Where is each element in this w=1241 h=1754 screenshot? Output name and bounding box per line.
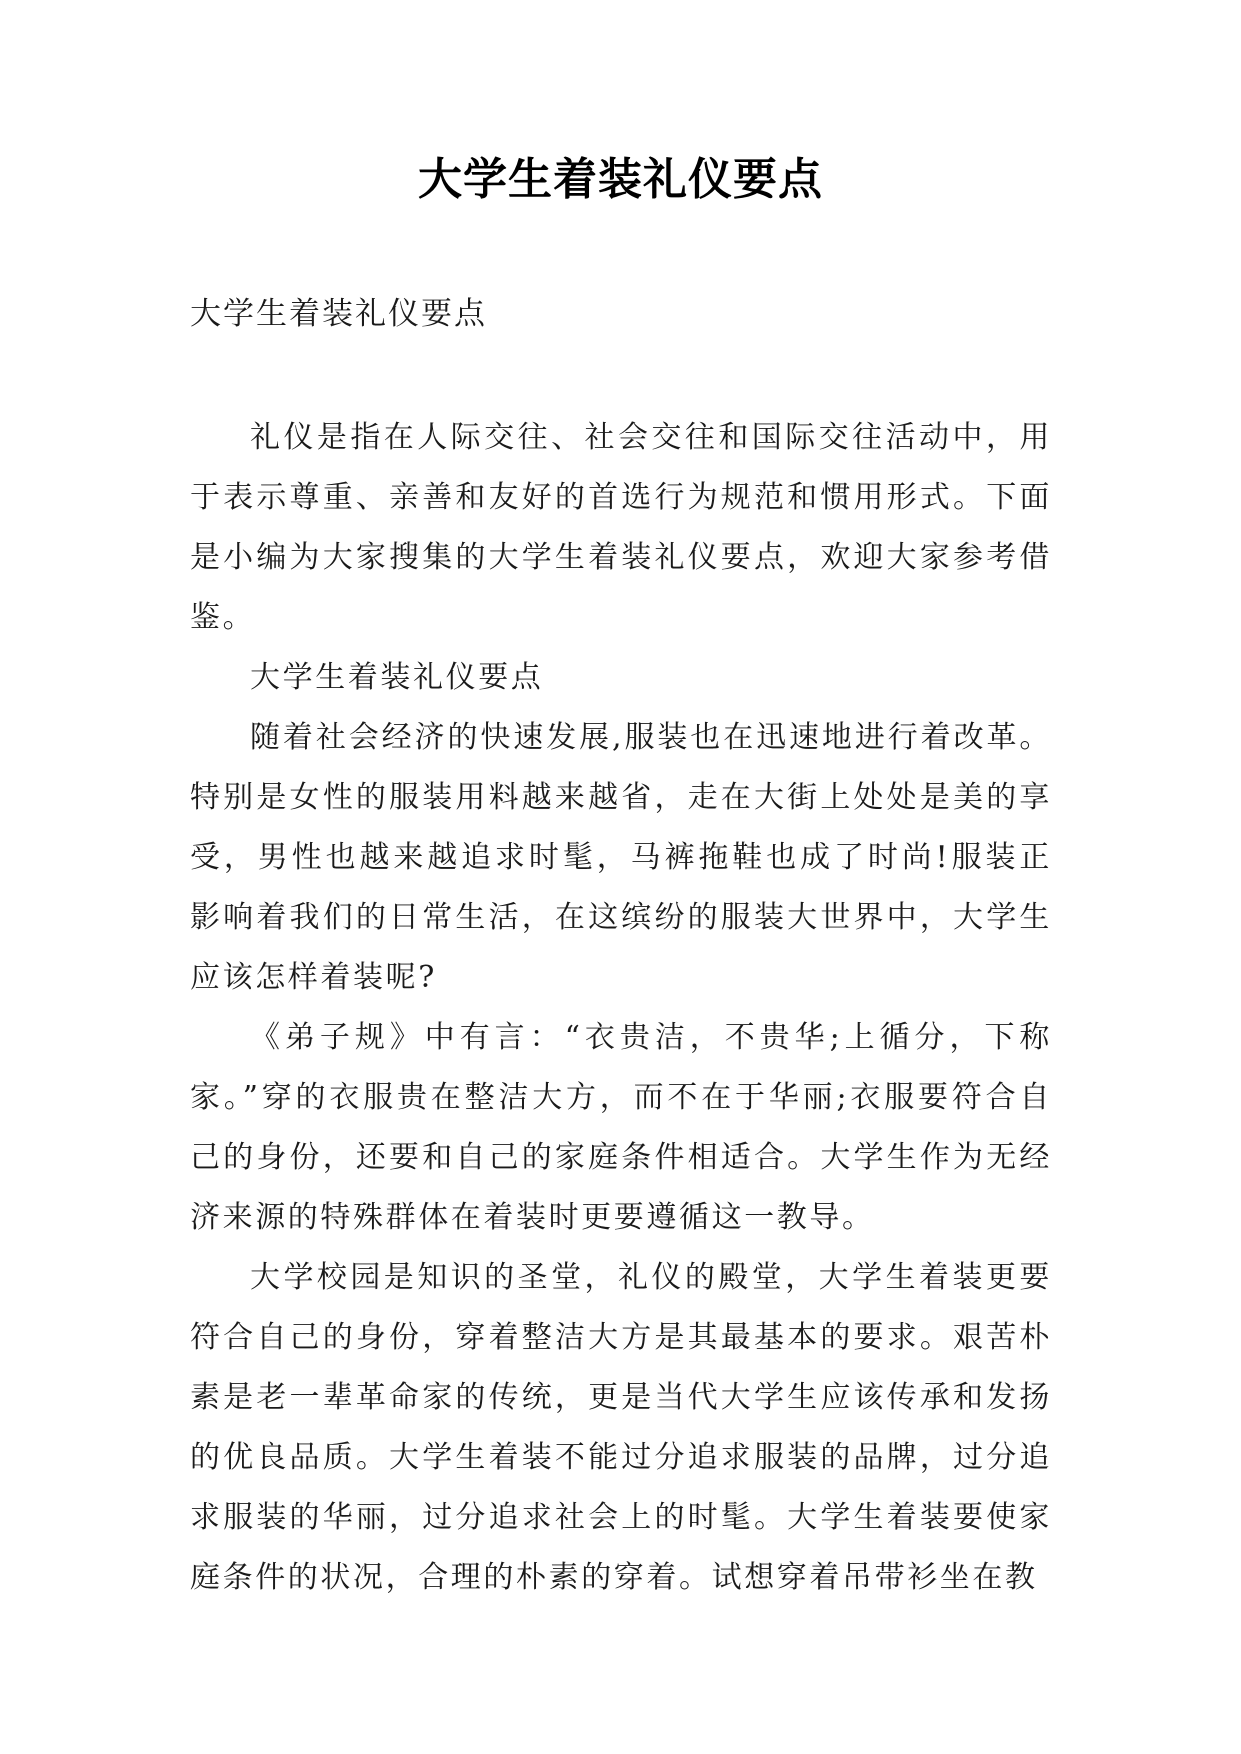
section-heading: 大学生着装礼仪要点 — [250, 660, 544, 695]
paragraph-dizigui-quote: 《弟子规》中有言：“衣贵洁，不贵华;上循分，下称家。”穿的衣服贵在整洁大方，而不在于华丽;衣服要符合自己的身份，还要和自己的家庭条件相适合。大学生作为无经济来源的特殊群体在着装时更要遵循这一教导。 — [190, 1020, 1052, 1235]
document-body — [190, 408, 1052, 1608]
paragraph-campus-dress: 大学校园是知识的圣堂，礼仪的殿堂，大学生着装更要符合自己的身份，穿着整洁大方是其最基本的要求。艰苦朴素是老一辈革命家的传统，更是当代大学生应该传承和发扬的优良品质。大学生着装不能过分追求服装的品牌，过分追求服装的华丽，过分追求社会上的时髦。大学生着装要使家庭条件的状况，合理的朴素的穿着。试想穿着吊带衫坐在教 — [190, 1260, 1052, 1595]
paragraph-fashion-trends: 随着社会经济的快速发展,服装也在迅速地进行着改革。特别是女性的服装用料越来越省，走在大街上处处是美的享受，男性也越来越追求时髦，马裤拖鞋也成了时尚!服装正影响着我们的日常生活，在这缤纷的服装大世界中，大学生应该怎样着装呢? — [190, 720, 1052, 995]
document-title: 大学生着装礼仪要点 — [418, 154, 823, 205]
paragraph-intro: 礼仪是指在人际交往、社会交往和国际交往活动中，用于表示尊重、亲善和友好的首选行为规范和惯用形式。下面是小编为大家搜集的大学生着装礼仪要点，欢迎大家参考借鉴。 — [190, 420, 1052, 635]
document-subtitle: 大学生着装礼仪要点 — [190, 296, 487, 332]
